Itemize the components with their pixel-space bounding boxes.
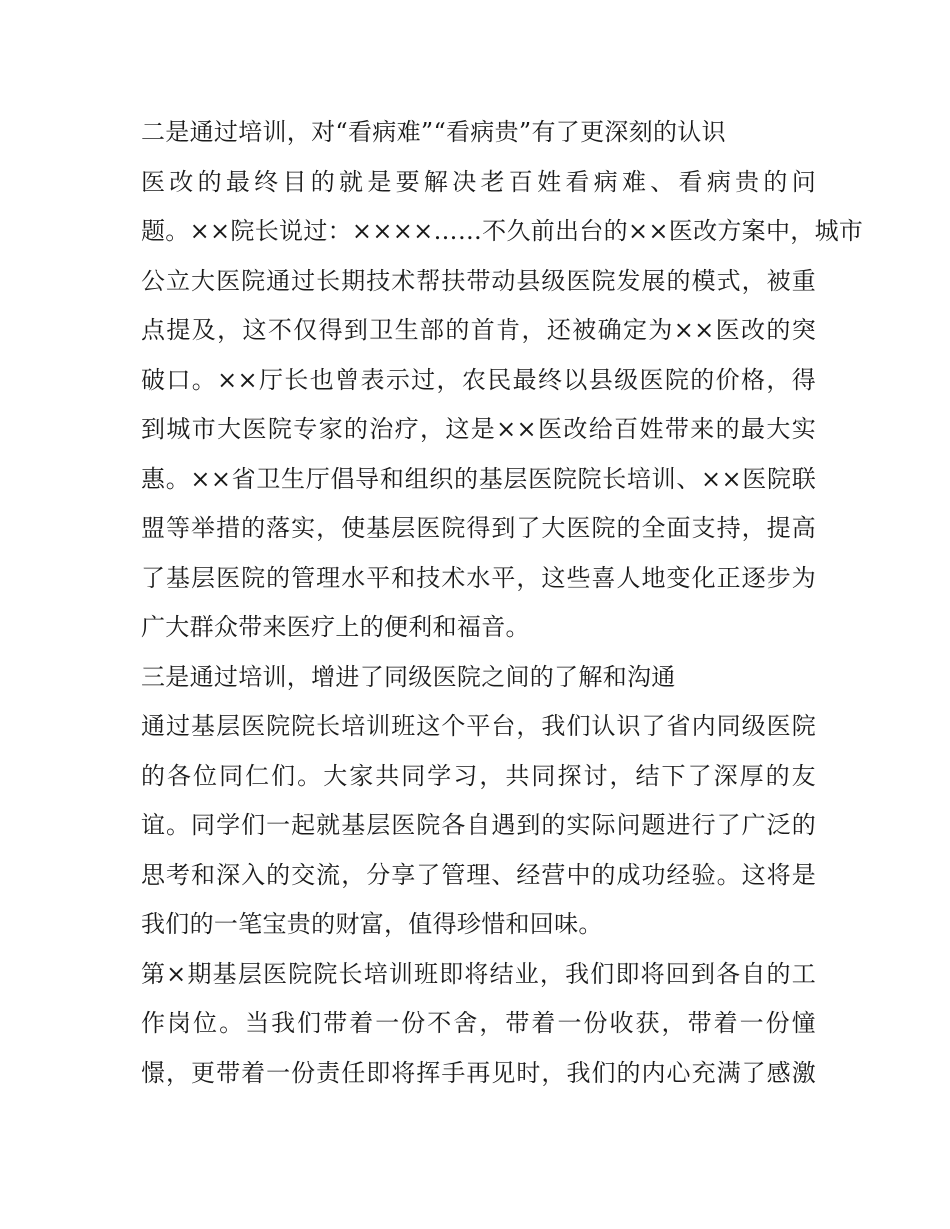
section-heading-3: 三是通过培训，增进了同级医院之间的了解和沟通 bbox=[141, 662, 676, 691]
section-heading-2: 二是通过培训，对“看病难”“看病贵”有了更深刻的认识 bbox=[141, 118, 726, 146]
text-line: 作岗位。当我们带着一份不舍，带着一份收获，带着一份憧 bbox=[141, 1009, 816, 1037]
text-line: 点提及，这不仅得到卫生部的首肯，还被确定为××医改的突 bbox=[141, 316, 816, 344]
text-line: 通过基层医院院长培训班这个平台，我们认识了省内同级医院 bbox=[141, 712, 816, 740]
text-line: 盟等举措的落实，使基层医院得到了大医院的全面支持，提高 bbox=[141, 514, 816, 542]
text-line: 了基层医院的管理水平和技术水平，这些喜人地变化正逐步为 bbox=[141, 563, 816, 592]
text-line: 谊。同学们一起就基层医院各自遇到的实际问题进行了广泛的 bbox=[141, 811, 816, 839]
text-line: 惠。××省卫生厅倡导和组织的基层医院院长培训、××医院联 bbox=[141, 464, 816, 493]
text-line: 思考和深入的交流，分享了管理、经营中的成功经验。这将是 bbox=[141, 860, 816, 889]
text-line: 广大群众带来医疗上的便利和福音。 bbox=[141, 613, 530, 641]
text-line: 第×期基层医院院长培训班即将结业，我们即将回到各自的工 bbox=[141, 959, 816, 988]
text-line: 题。××院长说过：××××……不久前出台的××医改方案中，城市 bbox=[141, 217, 864, 245]
text-line: 公立大医院通过长期技术帮扶带动县级医院发展的模式，被重 bbox=[141, 266, 816, 295]
text-line: 破口。××厅长也曾表示过，农民最终以县级医院的价格，得 bbox=[141, 365, 816, 394]
text-line: 的各位同仁们。大家共同学习，共同探讨，结下了深厚的友 bbox=[141, 761, 816, 790]
text-line: 我们的一笔宝贵的财富，值得珍惜和回味。 bbox=[141, 910, 603, 938]
text-line: 憬，更带着一份责任即将挥手再见时，我们的内心充满了感激 bbox=[141, 1058, 816, 1087]
text-line: 到城市大医院专家的治疗，这是××医改给百姓带来的最大实 bbox=[141, 415, 816, 443]
text-line: 医改的最终目的就是要解决老百姓看病难、看病贵的问 bbox=[141, 167, 816, 196]
document-body bbox=[141, 108, 864, 1098]
